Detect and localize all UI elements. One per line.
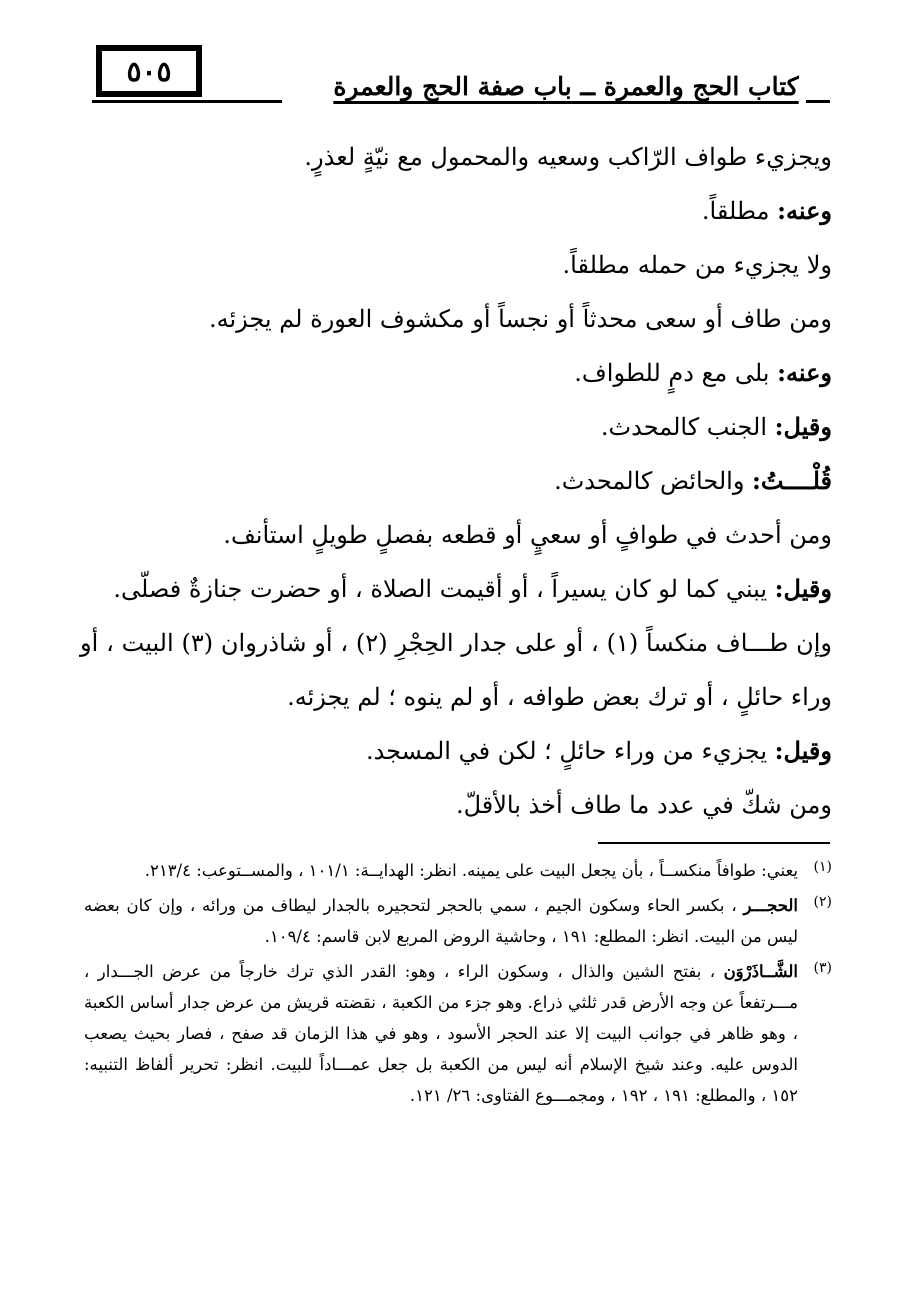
- paragraph-lead: قُلْــــتُ:: [752, 466, 832, 495]
- paragraph: وإن طـــاف منكساً (١) ، أو على جدار الحِجْرِ (٢) ، أو شاذروان (٣) البيت ، أو وراء حائلٍ ، أو ترك بعض طوافه ، أو لم ينوه ؛ لم يجزئه.: [80, 629, 833, 711]
- running-header-title: كتاب الحج والعمرة ــ باب صفة الحج والعمرة: [333, 72, 799, 101]
- paragraph-lead: وقيل:: [774, 574, 832, 603]
- paragraph-lead: وقيل:: [774, 412, 832, 441]
- paragraph: ومن أحدث في طوافٍ أو سعيٍ أو قطعه بفصلٍ طويلٍ استأنف.: [223, 521, 832, 549]
- footnote: [84, 890, 832, 952]
- paragraph-text: مطلقاً.: [701, 197, 778, 225]
- header-rule: [92, 100, 282, 103]
- paragraph: ومن شكّ في عدد ما طاف أخذ بالأقلّ.: [455, 791, 832, 819]
- page-number: ٥٠٥: [96, 45, 202, 97]
- footnote: [84, 956, 832, 1111]
- paragraph-text: والحائض كالمحدث.: [554, 467, 753, 495]
- paragraph-text: يبني كما لو كان يسيراً ، أو أقيمت الصلاة ، أو حضرت جنازةٌ فصلّى.: [113, 575, 775, 603]
- footnote: [84, 855, 832, 886]
- paragraph: ويجزيء طواف الرّاكب وسعيه والمحمول مع نيّةٍ لعذرٍ.: [304, 143, 832, 171]
- footnote-separator: [598, 842, 830, 844]
- paragraph: ولا يجزيء من حمله مطلقاً.: [562, 251, 832, 279]
- footnote-body: ، بكسر الحاء وسكون الجيم ، سمي بالحجر لتحجيره بالجدار ليطاف من ورائه ، وإن كان بعضه ليس من البيت. انظر: المطلع: ١٩١ ، وحاشية الروض المربع لابن قاسم: ١٠٩/٤.: [84, 896, 798, 946]
- footnote-term: الحجـــر: [743, 896, 798, 915]
- footnotes: [84, 855, 832, 1115]
- paragraph: [80, 724, 832, 778]
- paragraph: ومن طاف أو سعى محدثاً أو نجساً أو مكشوف العورة لم يجزئه.: [208, 305, 832, 333]
- footnote-text: [84, 890, 798, 952]
- main-text: [80, 130, 832, 832]
- footnote-text: [84, 855, 798, 886]
- paragraph: [80, 562, 832, 616]
- paragraph-lead: وعنه:: [777, 196, 832, 225]
- paragraph-text: بلى مع دمٍ للطواف.: [574, 359, 778, 387]
- paragraph-text: يجزيء من وراء حائلٍ ؛ لكن في المسجد.: [365, 737, 775, 765]
- paragraph-lead: وقيل:: [774, 736, 832, 765]
- paragraph: [80, 454, 832, 508]
- footnote-body: ، بفتح الشين والذال ، وسكون الراء ، وهو: القدر الذي ترك خارجاً من عرض الجـــدار ، مـــرتفعاً عن وجه الأرض قدر ثلثي ذراع. وهو جزء من الكعبة ، نقضته قريش من عرض جدار أساس الكعبة ، وهو ظاهر في جوانب البيت إلا عند الحجر الأسود ، وهو في هذا الزمان قد صفح ، فصار بحيث يصعب الدوس عليه. وعند شيخ الإسلام أنه ليس من الكعبة بل جعل عمـــاداً للبيت. انظر: تحرير ألفاظ التنبيه: ١٥٢ ، والمطلع: ١٩١ ، ١٩٢ ، ومجمـــوع الفتاوى: ٢٦/ ١٢١.: [84, 962, 798, 1105]
- header-rule-end: [806, 100, 830, 103]
- footnote-term: الشَّــاذَرْوَن: [723, 962, 798, 981]
- paragraph: [80, 400, 832, 454]
- paragraph: [80, 346, 832, 400]
- footnote-number: (٢): [813, 894, 832, 910]
- paragraph-lead: وعنه:: [777, 358, 832, 387]
- paragraph: [80, 184, 832, 238]
- footnote-number: (١): [813, 859, 832, 875]
- footnote-number: (٣): [813, 960, 832, 976]
- footnote-body: يعني: طوافاً منكســاً ، بأن يجعل البيت على يمينه. انظر: الهدايــة: ١٠١/١ ، والمســتوعب: ٢١٣/٤.: [144, 861, 798, 880]
- footnote-text: [84, 956, 798, 1111]
- paragraph-text: الجنب كالمحدث.: [600, 413, 775, 441]
